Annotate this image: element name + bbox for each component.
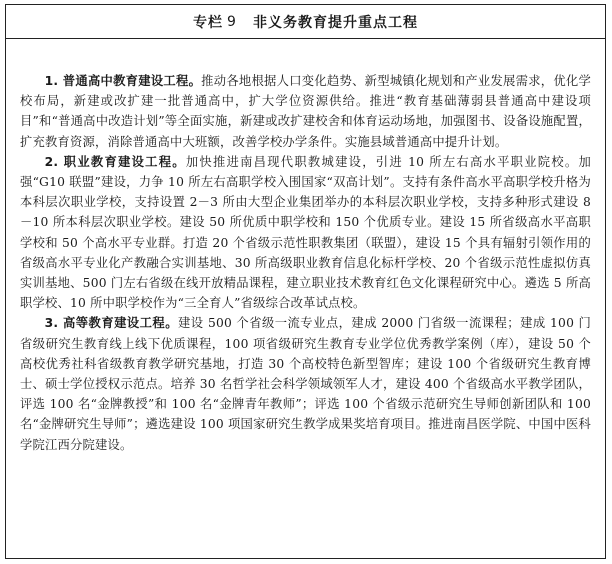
box-number: 9 [227, 13, 237, 30]
box-body [6, 39, 605, 455]
paragraph-higher-education [20, 313, 591, 454]
paragraph-heading: 3. 高等教育建设工程。 [44, 316, 178, 331]
box-header [6, 5, 605, 39]
paragraph-heading: 1. 普通高中教育建设工程。 [44, 74, 202, 88]
paragraph-text: 推动各地根据人口变化趋势、新型城镇化规划和产业发展需求，优化学校布局，新建或改扩建一批普通高中，扩大学位资源供给。推进“教育基础薄弱县普通高中建设项目”和“普通高中改造计划”等全面实施，新建或改扩建校舍和体育运动场地，加强图书、设备设施配置，扩充教育资源，消除普通高中大班额，改善学校办学条件。实施县域普通高中提升计划。 [20, 74, 592, 149]
paragraph-text: 加快推进南昌现代职教城建设，引进 10 所左右高水平职业院校。加强“G10 联盟”建设，力争 10 所左右高职学校入围国家“双高计划”。支持有条件高水平高职学校升格为本科层次职业学校，支持设置 2－3 所由大型企业集团举办的本科层次职业学校，支持多种形式建设 8－10 所本科层次职业学校。建设 50 所优质中职学校和 150 个优质专业。建设 15 所省级高水平高职学校和 50 个高水平专业群。打造 20 个省级示范性职教集团（联盟），建设 15 个具有辐射引领作用的省级高水平专业化产教融合实训基地、30 所高级职业教育信息化标杆学校、20 个省级示范性虚拟仿真实训基地、500 门左右省级在线开放精品课程，建立职业技术教育红色文化课程研究中心。遴选 5 所高职学校、10 所中职学校作为“三全育人”省级综合改革试点校。 [20, 154, 591, 311]
paragraph-text: 建设 500 个省级一流专业点，建成 2000 门省级一流课程；建成 100 门省级研究生教育线上线下优质课程，100 项省级研究生教育专业学位优秀教学案例（库），建设 50 个高校优秀社科省级教育教学研究基地，打造 30 个高校特色新型智库；建设 100 个省级研究生教育博士、硕士学位授权示范点。培养 30 名哲学社会科学领域领军人才，建设 400 个省级高水平教学团队，评选 100 名“金牌教授”和 100 名“金牌青年教师”；评选 100 个省级示范研究生导师创新团队和 100 名“金牌研究生导师”；遴选建设 100 项国家研究生教学成果奖培育项目。推进南昌医学院、中国中医科学院江西分院建设。 [20, 316, 591, 452]
box-label: 专栏 [193, 14, 224, 31]
paragraph-vocational [20, 152, 591, 314]
paragraph-heading: 2. 职业教育建设工程。 [44, 154, 186, 169]
paragraph-high-school [20, 71, 591, 152]
column-box [5, 4, 606, 559]
box-title: 非义务教育提升重点工程 [252, 14, 418, 31]
